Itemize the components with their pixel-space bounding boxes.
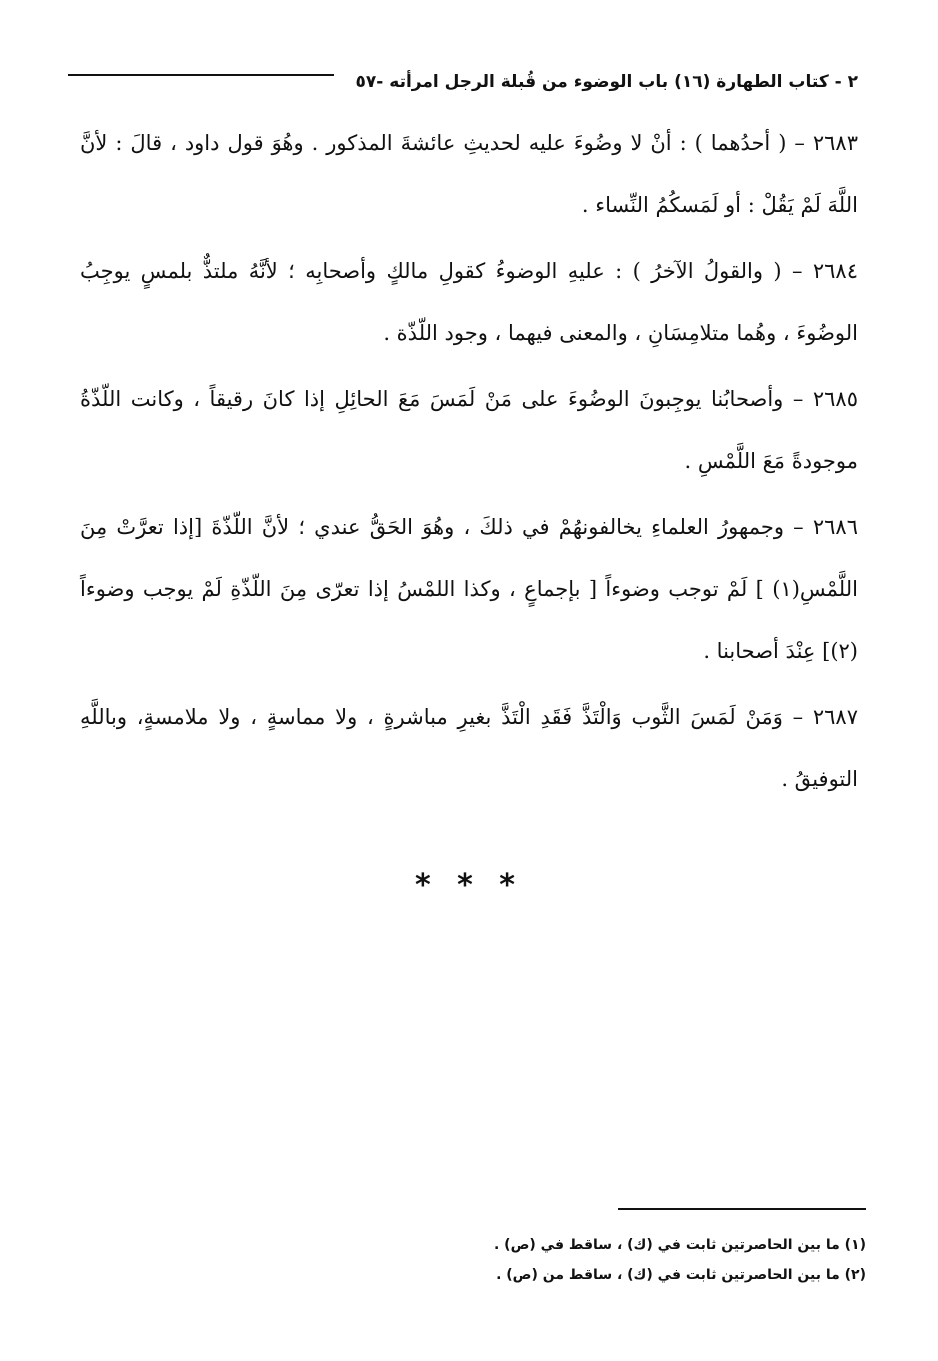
paragraph-number: ٢٦٨٧ (812, 705, 858, 729)
paragraph-2687 (80, 686, 858, 810)
footnote-rule (618, 1208, 866, 1210)
paragraph-number: ٢٦٨٥ (812, 387, 858, 411)
paragraph-2685 (80, 368, 858, 492)
section-separator: * * * (415, 868, 523, 903)
footnote-1: (١) ما بين الحاصرتين ثابت في (ك) ، ساقط في (ص) . (493, 1237, 866, 1253)
paragraph-text: – وجمهورُ العلماءِ يخالفونهُمْ في ذلكَ ، وهُوَ الحَقُّ عندي ؛ لأنَّ اللّذّةَ [إذا تعرَّتْ مِنَ اللَّمْسِ(١) ] لَمْ توجب وضوءاً [ بإجماعٍ ، وكذا اللمْسُ إذا تعرّى مِنَ اللّذّةِ لَمْ يوجب وضوءاً (٢)] عِنْدَ أصحابنا . (80, 515, 858, 663)
main-text (80, 112, 858, 814)
paragraph-2684 (80, 240, 858, 364)
footnote-2: (٢) ما بين الحاصرتين ثابت في (ك) ، ساقط من (ص) . (496, 1267, 866, 1283)
paragraph-number: ٢٦٨٣ (812, 131, 858, 155)
header-title: ٢ - كتاب الطهارة (١٦) باب الوضوء من قُبلة الرجل امرأته -٥٧ (355, 72, 858, 92)
paragraph-text: – ( أحدُهما ) : أنْ لا وضُوءَ عليه لحديثِ عائشةَ المذكور . وهُوَ قول داود ، قالَ : لأنَّ اللَّهَ لَمْ يَقُلْ : أو لَمَسكُمُ النِّساء . (80, 131, 858, 217)
paragraph-2686 (80, 496, 858, 682)
paragraph-text: – ( والقولُ الآخرُ ) : عليهِ الوضوءُ كقولِ مالكٍ وأصحابِه ؛ لأنَّهُ ملتذٌّ بلمسٍ يوجِبُ الوضُوءَ ، وهُما متلامِسَانِ ، والمعنى فيهما ، وجود اللّذّة . (80, 259, 858, 345)
paragraph-2683 (80, 112, 858, 236)
paragraph-number: ٢٦٨٤ (812, 259, 858, 283)
paragraph-number: ٢٦٨٦ (812, 515, 858, 539)
running-header (68, 62, 858, 102)
paragraph-text: – وأصحابُنا يوجِبونَ الوضُوءَ على مَنْ لَمَسَ مَعَ الحائِلِ إذا كانَ رقيقاً ، وكانت اللّذّةُ موجودةً مَعَ اللَّمْسِ . (80, 387, 858, 473)
paragraph-text: – وَمَنْ لَمَسَ الثَّوب وَالْتَذَّ فَقَدِ الْتَذَّ بغيرِ مباشرةٍ ، ولا مماسةٍ ، ولا ملامسةٍ، وباللَّهِ التوفيقُ . (80, 705, 858, 791)
footnotes (266, 1230, 866, 1290)
header-rule (68, 74, 334, 76)
